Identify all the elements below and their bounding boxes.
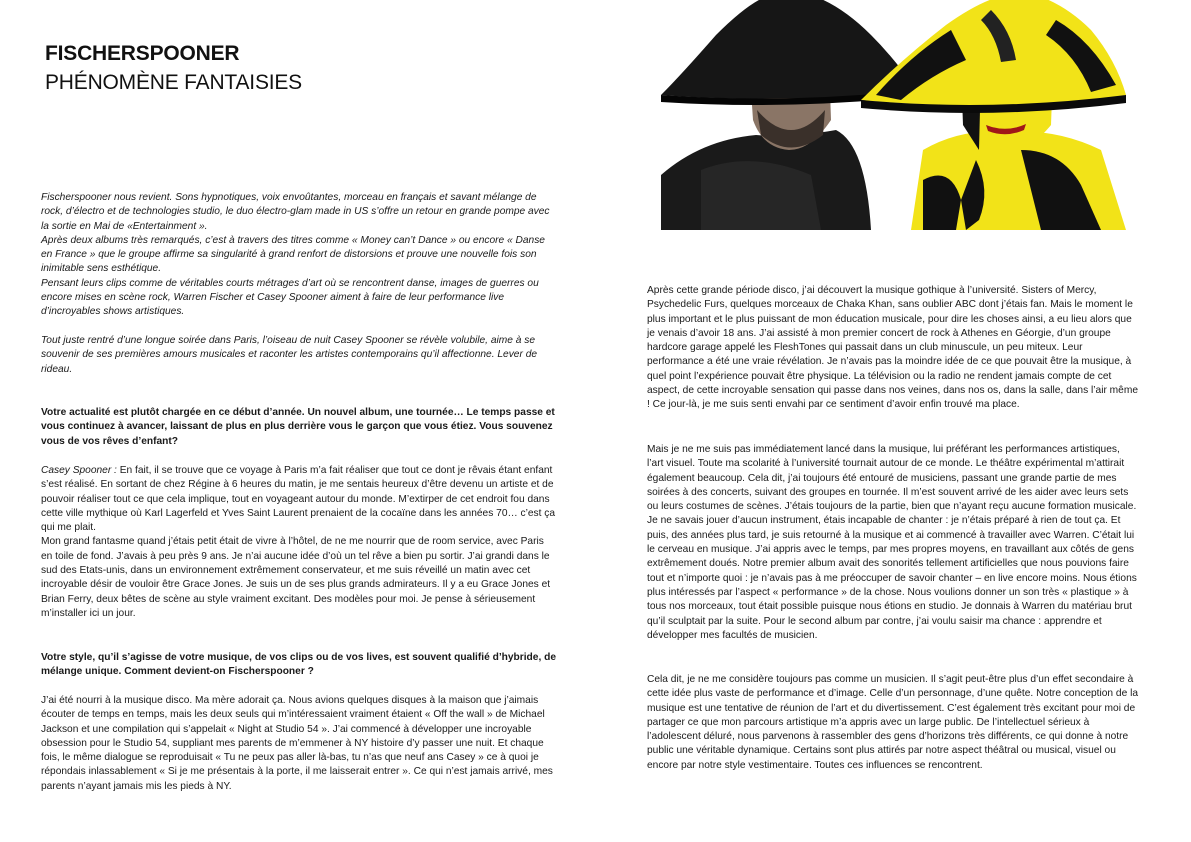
answer-2 [41, 694, 557, 794]
intro-paragraph: Fischerspooner nous revient. Sons hypnotiques, voix envoûtantes, morceau en français et savant mélange de rock, d’électro et de technologies studio, le duo électro-glam made in US s’offre un retour en grande pompe avec la sortie en Mai de «Entertainment ». [41, 192, 550, 232]
answer-paragraph [41, 464, 557, 535]
intro-block [41, 191, 557, 320]
question-2: Votre style, qu’il s’agisse de votre musique, de vos clips ou de vos lives, est souvent qualifié d’hybride, de mélange unique. Comment devient-on Fischerspooner ? [41, 652, 557, 678]
intro-paragraph: Pensant leurs clips comme de véritables courts métrages d’art où se rencontrent danse, images de guerres ou encore mises en scène rock, Warren Fischer et Casey Spooner aiment à faire de leur performance live d’incroyables shows artistiques. [41, 277, 539, 318]
question-1: Votre actualité est plutôt chargée en ce début d’année. Un nouvel album, une tournée… Le temps passe et vous continuez à avancer, laissant de plus en plus derrière vous le garçon que vous étiez. Vous souvenez vous de vos rêves d’enfant? [41, 407, 555, 447]
speaker-label: Casey Spooner : [41, 465, 117, 476]
answer-1 [41, 464, 557, 621]
intro-paragraph: Tout juste rentré d’une longue soirée dans Paris, l’oiseau de nuit Casey Spooner se révèle volubile, aime à se souvenir de ses premières amours musicales et raconter les artistes contemporains qu’il affectionne. Lever de rideau. [41, 335, 538, 375]
band-photo [661, 0, 1126, 230]
body-paragraph: Après cette grande période disco, j’ai découvert la musique gothique à l’université. Sisters of Mercy, Psychedelic Furs, quelques morceaux de Chaka Khan, sans oublier ABC dont j’étais fan. Mais le moment le plus important et le plus puissant de mon éducation musicale, pour dire les choses ainsi, a eu lieu alors que je venais d’avoir 18 ans. J’ai assisté à mon premier concert de rock à Athenes en Géorgie, d’un groupe hardcore garage appelé les FleshTones qui passait dans un club minuscule, un peu miteux. Leur performance a été une vraie révélation. Je n’avais pas la moindre idée de ce que pouvait être la musique, à quel point l’expérience pouvait être physique. La télévision ou la radio ne rendent jamais compte de cet aspect, de cette incroyable sensation qui passe dans nos veines, dans nos os, dans la salle, dans l’air même ! Ce jour-là, je me suis senti envahi par ce sentiment d’avoir enfin trouvé ma place. [647, 285, 1138, 411]
duo-portrait-illustration-icon [661, 0, 1126, 230]
right-column-3 [647, 673, 1139, 773]
answer-paragraph: Mon grand fantasme quand j’étais petit était de vivre à l’hôtel, de ne me nourrir que de room service, avec Paris en toile de fond. J’avais à peu près 9 ans. Je n’ai aucune idée d’où un tel rêve a bien pu sortir. J’ai grandi dans le sud des Etats-unis, dans un environnement extrêmement conservateur, et me suis réveillé un matin avec cet incroyable désir de vouloir être Grace Jones. Je suis un de ses plus grands admirateurs. Il y a eu Grace Jones et Brian Ferry, deux bêtes de scène au style vraiment excitant. Des modèles pour moi. Je pense à sérieusement m’installer ici un jour. [41, 536, 551, 619]
intro-block-2 [41, 334, 557, 377]
body-paragraph: Cela dit, je ne me considère toujours pas comme un musicien. Il s’agit peut-être plus d’un effet secondaire à cette idée plus vaste de performance et d’image. Celle d’un personnage, d’une quête. Notre conception de la musique est une tentative de réunion de l’art et du divertissement. C’est également très excitant pour moi de partager ce que mon parcours artistique m’a appris avec un large public. De l’intellectuel sérieux à l’adolescent déluré, nous parvenons à rassembler des gens d’horizons très différents, ce qui donne à notre public une véritable dynamique. Certains sont plus attirés par notre aspect théâtral ou musical, visuel ou encore par notre style vestimentaire. Toutes ces influences se rencontrent. [647, 674, 1139, 771]
article-title: FISCHERSPOONER [45, 42, 240, 65]
right-column-2 [647, 443, 1139, 643]
right-column [647, 284, 1139, 413]
answer-text: En fait, il se trouve que ce voyage à Paris m’a fait réaliser que tout ce dont je rêvais étant enfant s’est réalisé. En sortant de chez Régine à 6 heures du matin, je me sentais heureux d’être devenu un artiste et de pouvoir réaliser tout ce que cela implique, tout en voyageant autour du monde. M’extirper de cet endroit fou dans cette ville mythique où Karl Lagerfeld et Yves Saint Laurent prenaient de la cocaïne dans les années 70… c’est ça qui me plait. [41, 465, 556, 534]
article-subtitle: PHÉNOMÈNE FANTAISIES [45, 71, 302, 94]
intro-paragraph: Après deux albums très remarqués, c’est à travers des titres comme « Money can’t Dance » ou encore « Danse en France » que le groupe affirme sa singularité à grand renfort de distorsions et prouve une nouvelle fois son inimitable sens esthétique. [41, 234, 545, 275]
body-paragraph: Mais je ne me suis pas immédiatement lancé dans la musique, lui préférant les performances artistiques, l’art visuel. Toute ma scolarité à l’université tournait autour de ce monde. Le théâtre expérimental m’attirait également beaucoup. Cela dit, j’ai toujours été entouré de musiciens, passant une grande partie de mes soirées à des concerts, suivant des groupes en tournée. Il m’est souvent arrivé de les aider avec leurs sets ou leurs costumes de scènes. J’étais toujours de la partie, bien que n’ayant reçu aucune formation musicale. Je ne savais jouer d’aucun instrument, étais incapable de chanter : je n’étais préparé à rien de tout ça. Et puis, des années plus tard, je suis retourné à la musique et ai commencé à travailler avec Warren. C’était lui le cerveau en musique. J’ai appris avec le temps, par mes propres moyens, en travaillant aux côtés de gens extrêmement doués. Notre premier album avait des sonorités tellement artificielles que nous pouvions faire tout et n’importe quoi : je n’avais pas à me préoccuper de savoir chanter – en live encore moins. Nous étions plus intéressés par l’aspect « performance » de la chose. Nous voulions donner un son très « plastique » à tous nos morceaux, tout était possible puisque nous étions en studio. Je donnais à Warren du matériau brut qu’il sculptait par la suite. Pour le second album par contre, j’ai voulu saisir ma chance : apprendre et développer mes facultés de musicien. [647, 444, 1137, 641]
answer-paragraph: J’ai été nourri à la musique disco. Ma mère adorait ça. Nous avions quelques disques à la maison que j’aimais écouter de temps en temps, mais les deux seuls qui m’intéressaient vraiment étaient « Off the wall » de Michael Jackson et une compilation qui s’appelait « Night at Studio 54 ». J’ai commencé à développer une incroyable obsession pour le Studio 54, suppliant mes parents de m’emmener à NY histoire d’y passer une nuit. Et chaque fois, le même dialogue se reproduisait « Tu ne peux pas aller là-bas, tu n’as que neuf ans Casey » ce à quoi je répondais inlassablement « Si je me présentais à la porte, il me laisserait entrer ». Ce qui n’est jamais arrivé, mes parents n’ayant jamais mis les pieds à NY. [41, 695, 553, 792]
